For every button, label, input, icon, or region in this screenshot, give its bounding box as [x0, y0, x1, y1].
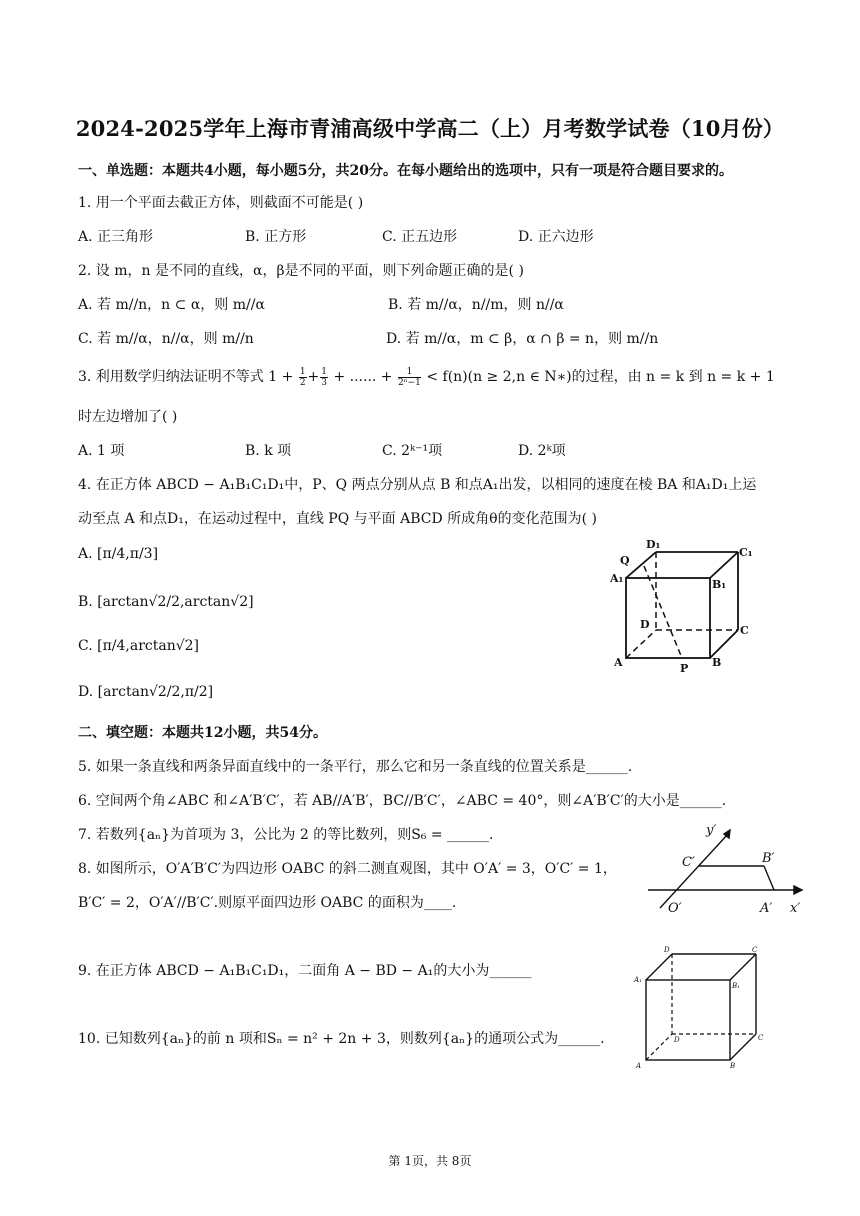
label-a-prime: A′ — [760, 901, 773, 916]
label-d-bottom: D — [674, 1036, 680, 1044]
label-b1: B₁ — [712, 578, 727, 591]
label-a: A — [614, 656, 623, 669]
question-1-option-d: D. 正六边形 — [518, 229, 594, 245]
question-2-option-a: A. 若 m//n，n ⊂ α，则 m//α — [78, 297, 265, 313]
question-8-line1: 8. 如图所示，O′A′B′C′为四边形 OABC 的斜二测直观图，其中 O′A′ = 3，O′C′ = 1， — [78, 861, 617, 877]
label-x-prime: x′ — [790, 901, 801, 916]
label-p: P — [680, 662, 689, 675]
question-4-option-c: C. [π/4,arctan√2] — [78, 638, 200, 654]
label-o-prime: O′ — [668, 901, 682, 916]
label-b1-small: B₁ — [732, 982, 740, 990]
question-3-stem-start: 3. 利用数学归纳法证明不等式 1 + — [78, 369, 294, 385]
question-7: 7. 若数列{aₙ}为首项为 3，公比为 2 的等比数列，则S₆ = ______. — [78, 827, 494, 843]
label-a1-small: A₁ — [634, 976, 642, 984]
question-4-option-d: D. [arctan√2/2,π/2] — [78, 684, 214, 700]
label-b-prime: B′ — [762, 851, 775, 866]
cube-figure — [628, 944, 768, 1070]
oblique-drawing-figure — [644, 822, 814, 922]
question-3-option-c: C. 2ᵏ⁻¹项 — [382, 443, 443, 459]
question-10: 10. 已知数列{aₙ}的前 n 项和Sₙ = n² + 2n + 3，则数列{aₙ}的通项公式为______. — [78, 1031, 605, 1047]
question-1-option-c: C. 正五边形 — [382, 229, 458, 245]
question-4-option-b: B. [arctan√2/2,arctan√2] — [78, 594, 254, 610]
question-3-stem-line2: 时左边增加了( ) — [78, 409, 178, 425]
label-d-top: D — [664, 946, 670, 954]
question-3-stem-middle: + ...... + — [333, 369, 393, 385]
question-1-option-a: A. 正三角形 — [78, 229, 154, 245]
label-d1: D₁ — [646, 538, 661, 551]
label-c-prime: C′ — [682, 855, 695, 870]
cube-pq-figure — [600, 536, 770, 676]
fraction-last-term: $\frac{1}{\text{2ⁿ−1}}$ — [397, 366, 421, 388]
question-1-stem: 1. 用一个平面去截正方体，则截面不可能是( ) — [78, 195, 364, 211]
label-c-bottom: C — [758, 1034, 764, 1042]
question-2-option-d: D. 若 m//α，m ⊂ β，α ∩ β = n，则 m//n — [386, 331, 659, 347]
label-q: Q — [620, 554, 630, 567]
section-fill-blank-heading: 二、填空题：本题共12小题，共54分。 — [78, 725, 327, 741]
question-3-stem-end: < f(n)(n ≥ 2,n ∈ N∗)的过程，由 n = k 到 n = k + 1 — [426, 369, 775, 385]
question-4-stem-line1: 4. 在正方体 ABCD − A₁B₁C₁D₁中，P、Q 两点分别从点 B 和点A₁出发，以相同的速度在棱 BA 和A₁D₁上运 — [78, 477, 757, 493]
page-footer: 第 1页，共 8页 — [388, 1154, 472, 1168]
question-1-option-b: B. 正方形 — [245, 229, 307, 245]
fraction-one-third: $\frac{1}{3}$ — [321, 366, 328, 388]
question-3-option-d: D. 2ᵏ项 — [518, 443, 566, 459]
question-2-option-c: C. 若 m//α，n//α，则 m//n — [78, 331, 254, 347]
label-b-small: B — [730, 1062, 736, 1070]
question-3-option-a: A. 1 项 — [78, 443, 125, 459]
section-single-choice-heading: 一、单选题：本题共4小题，每小题5分，共20分。在每小题给出的选项中，只有一项是符合题目要求的。 — [78, 163, 733, 179]
question-5: 5. 如果一条直线和两条异面直线中的一条平行，那么它和另一条直线的位置关系是______. — [78, 759, 633, 775]
fraction-one-half: $\frac{1}{2}$ — [299, 366, 306, 388]
question-4-option-a: A. [π/4,π/3] — [78, 546, 159, 562]
page-title: 2024-2025学年上海市青浦高级中学高二（上）月考数学试卷（10月份） — [75, 116, 785, 141]
question-3-stem: 3. 利用数学归纳法证明不等式 1 + $\frac{1}{2}$ + $\frac{1}{3}$ + ...... + $\frac{1}{\text{2ⁿ−1}}$ < f(n)(n ≥ 2,n ∈ N∗)的过程，由 n = k 到 n = k + 1 — [78, 366, 775, 388]
question-8-line2: B′C′ = 2，O′A′//B′C′.则原平面四边形 OABC 的面积为____. — [78, 895, 457, 911]
label-b: B — [712, 656, 722, 669]
question-2-option-b: B. 若 m//α，n//m，则 n//α — [388, 297, 564, 313]
label-a1: A₁ — [610, 572, 624, 585]
question-2-stem: 2. 设 m，n 是不同的直线，α，β是不同的平面，则下列命题正确的是( ) — [78, 263, 524, 279]
question-6: 6. 空间两个角∠ABC 和∠A′B′C′，若 AB//A′B′，BC//B′C′，∠ABC = 40°，则∠A′B′C′的大小是______. — [78, 793, 727, 809]
question-4-stem-line2: 动至点 A 和点D₁，在运动过程中，直线 PQ 与平面 ABCD 所成角θ的变化范围为( ) — [78, 511, 597, 527]
label-d: D — [640, 618, 650, 631]
question-3-option-b: B. k 项 — [245, 443, 292, 459]
label-c1: C₁ — [739, 546, 753, 559]
label-c: C — [740, 624, 749, 637]
label-c-top: C — [752, 946, 758, 954]
label-a-small: A — [636, 1062, 642, 1070]
question-9: 9. 在正方体 ABCD − A₁B₁C₁D₁，二面角 A − BD − A₁的大小为______ — [78, 963, 532, 979]
label-y-prime: y′ — [706, 823, 717, 838]
